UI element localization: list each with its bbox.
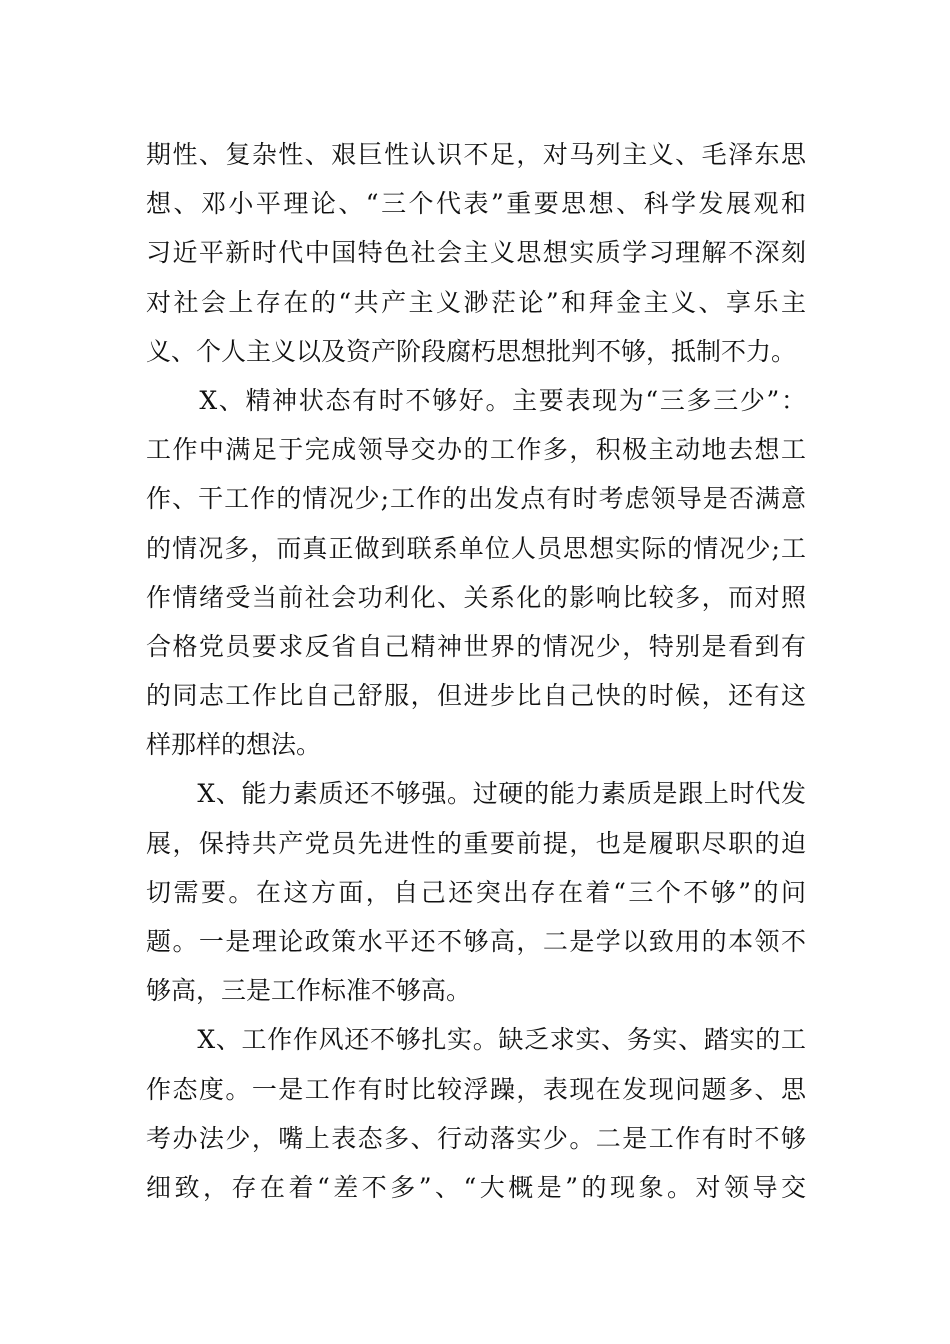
text-line: 作、干工作的情况少;工作的出发点有时考虑领导是否满意 [146,484,806,514]
text-line: X、能力素质还不够强。过硬的能力素质是跟上时代发 [146,779,806,809]
text-line: 对社会上存在的“共产主义渺茫论”和拜金主义、享乐主 [146,287,806,317]
text-line: 题。一是理论政策水平还不够高，二是学以致用的本领不 [146,927,806,956]
text-line: 细致，存在着“差不多”、“大概是”的现象。对领导交 [146,1172,806,1202]
paragraph-work-style [146,1015,806,1212]
paragraph-ability-quality [146,769,806,1015]
text-line: 的同志工作比自己舒服，但进步比自己快的时候，还有这 [146,681,806,711]
text-line: 的情况多，而真正做到联系单位人员思想实际的情况少;工 [146,533,806,563]
text-line: 作态度。一是工作有时比较浮躁，表现在发现问题多、思 [146,1074,806,1104]
text-line: 合格党员要求反省自己精神世界的情况少，特别是看到有 [146,631,806,661]
text-line: 义、个人主义以及资产阶段腐朽思想批判不够，抵制不力。 [146,336,797,366]
text-line: 想、邓小平理论、“三个代表”重要思想、科学发展观和 [146,189,806,219]
text-line: X、工作作风还不够扎实。缺乏求实、务实、踏实的工 [146,1025,806,1055]
text-line: 展，保持共产党员先进性的重要前提，也是履职尽职的迫 [146,828,806,858]
text-line: 考办法少，嘴上表态多、行动落实少。二是工作有时不够 [146,1123,806,1153]
paragraph-mental-state [146,376,806,770]
text-line: 切需要。在这方面，自己还突出存在着“三个不够”的问 [146,877,806,907]
paragraph-ideology-shortcomings [146,130,806,376]
text-line: 习近平新时代中国特色社会主义思想实质学习理解不深刻 [146,238,806,268]
text-line: X、精神状态有时不够好。主要表现为“三多三少”： [146,385,806,415]
text-line: 够高，三是工作标准不够高。 [146,976,472,1006]
text-line: 作情绪受当前社会功利化、关系化的影响比较多，而对照 [146,582,806,612]
text-line: 样那样的想法。 [146,730,322,760]
document-body [146,130,806,1212]
text-line: 工作中满足于完成领导交办的工作多，积极主动地去想工 [146,435,806,465]
text-line: 期性、复杂性、艰巨性认识不足，对马列主义、毛泽东思 [146,140,806,169]
